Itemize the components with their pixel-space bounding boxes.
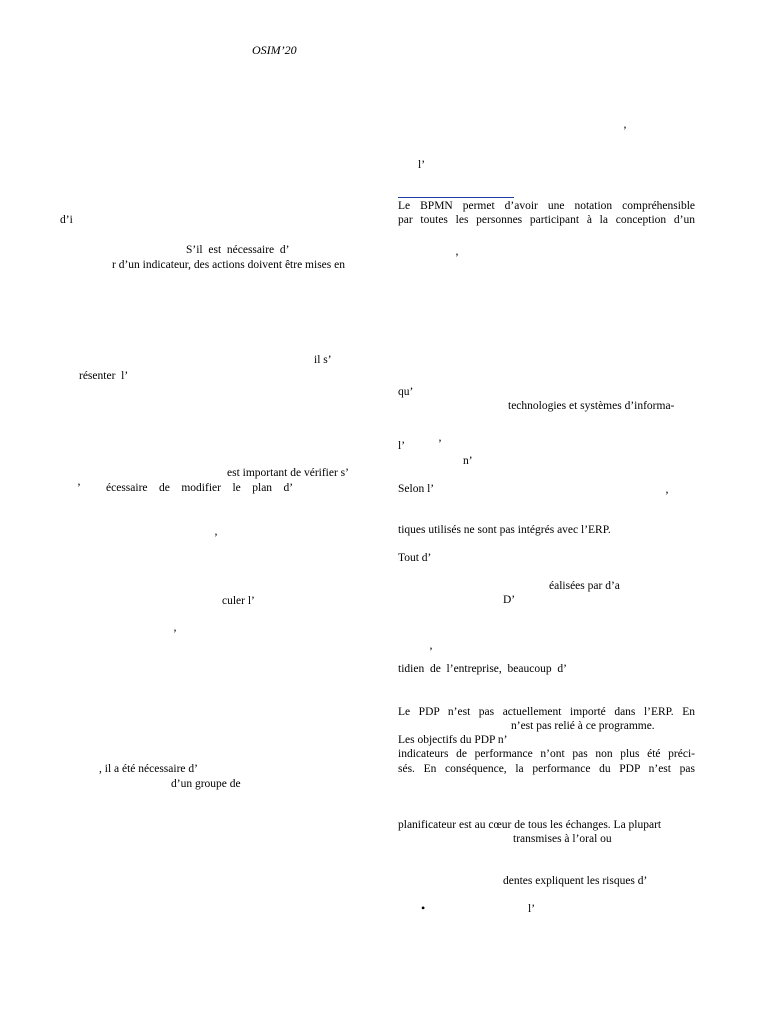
left-fragment-12: , il a été nécessaire d’ — [99, 763, 198, 775]
bpmn-paragraph-line-2: par toutes les personnes participant à la conception d’un — [398, 214, 695, 226]
right-fragment-16: tidien de l’entreprise, beaucoup d’ — [398, 663, 567, 675]
link-rule — [398, 197, 514, 198]
right-fragment-17: n’est pas relié à ce programme. — [511, 720, 655, 732]
left-fragment-2: S’il est nécessaire d’ — [186, 244, 290, 256]
right-fragment-15: ’ — [429, 646, 433, 658]
right-fragment-19: planificateur est au cœur de tous les échanges. La plupart — [398, 819, 662, 831]
right-fragment-20: transmises à l’oral ou — [513, 833, 612, 845]
left-fragment-10: culer l’ — [222, 595, 255, 607]
right-fragment-3: ’ — [455, 252, 459, 264]
right-fragment-5: technologies et systèmes d’informa- — [508, 400, 675, 412]
left-fragment-11: ’ — [173, 628, 177, 640]
right-fragment-22: l’ — [528, 903, 536, 915]
right-fragment-4: qu’ — [398, 386, 414, 398]
bpmn-paragraph-line-1: Le BPMN permet d’avoir une notation compréhensible — [398, 200, 695, 212]
left-fragment-4: il s’ — [314, 354, 332, 366]
indicators-line-1: indicateurs de performance n’ont pas non plus été préci- — [398, 748, 695, 760]
right-fragment-14: D’ — [503, 594, 516, 606]
left-fragment-13: d’un groupe de — [171, 778, 241, 790]
right-fragment-9: Selon l’ — [398, 483, 435, 495]
left-fragment-7: ’ — [77, 482, 81, 494]
left-fragment-1: d’i — [60, 214, 73, 226]
right-fragment-7: ’ — [438, 438, 442, 450]
indicators-line-2: sés. En conséquence, la performance du PDP n’est pas — [398, 763, 695, 775]
right-fragment-11: tiques utilisés ne sont pas intégrés avec l’ERP. — [398, 524, 611, 536]
running-header: OSIM’20 — [252, 43, 297, 57]
left-fragment-6: est important de vérifier s’ — [227, 467, 349, 479]
right-fragment-1: ’ — [623, 125, 627, 137]
right-fragment-2: l’ — [418, 159, 426, 171]
right-fragment-18: Les objectifs du PDP n’ — [398, 734, 508, 746]
left-fragment-5: résenter l’ — [79, 370, 129, 382]
right-fragment-13: éalisées par d’a — [549, 580, 620, 592]
left-fragment-8: écessaire de modifier le plan d’ — [106, 482, 294, 494]
right-fragment-21: dentes expliquent les risques d’ — [503, 875, 648, 887]
right-fragment-10: ’ — [665, 490, 669, 502]
pdp-paragraph-line-1: Le PDP n’est pas actuellement importé dans l’ERP. En — [398, 706, 695, 718]
bullet-icon: • — [421, 901, 426, 915]
right-fragment-6: l’ — [398, 440, 406, 452]
left-fragment-3: r d’un indicateur, des actions doivent être mises en — [112, 259, 345, 271]
right-fragment-8: n’ — [463, 455, 473, 467]
left-fragment-9: ’ — [214, 532, 218, 544]
right-fragment-12: Tout d’ — [398, 552, 432, 564]
